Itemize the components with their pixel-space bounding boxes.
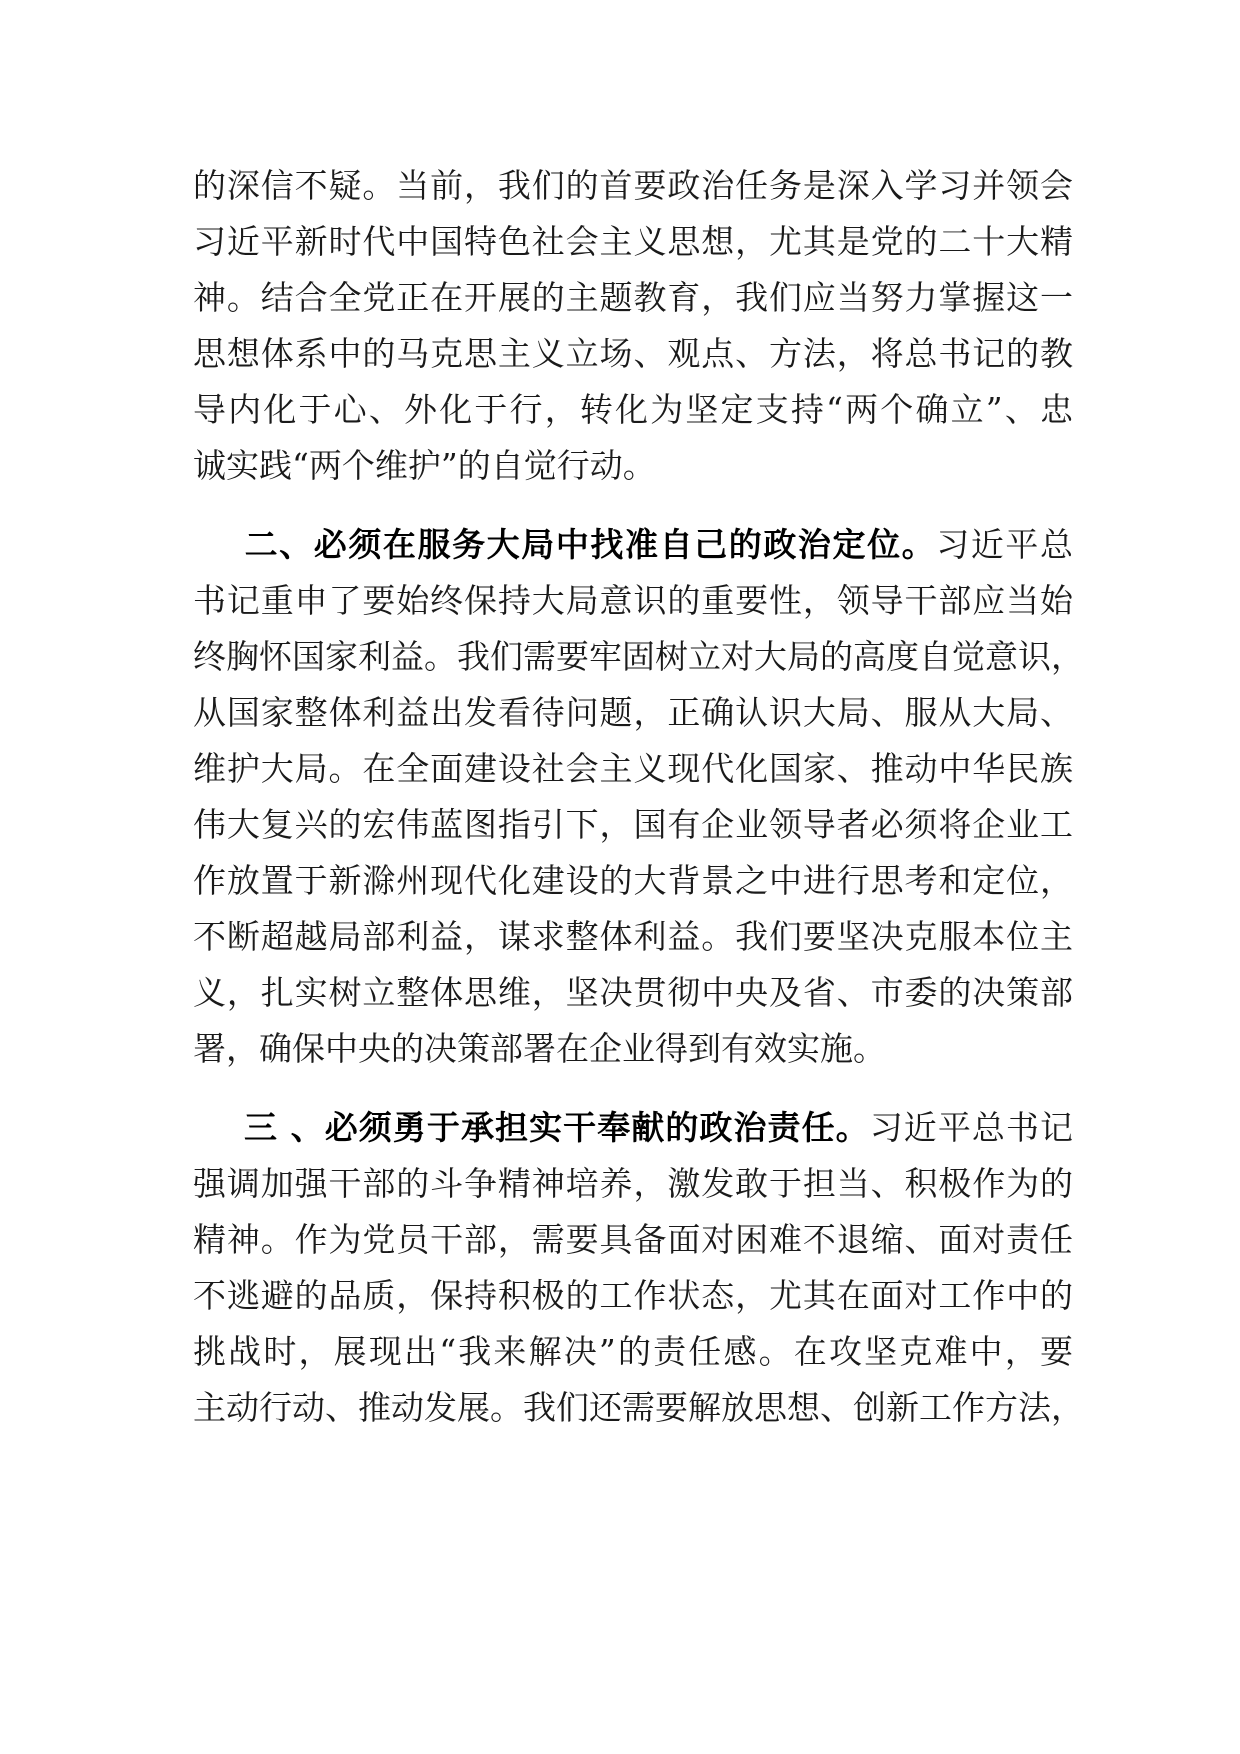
text-line: 主动行动、推动发展。我们还需要解放思想、创新工作方法， xyxy=(193,1388,1084,1427)
text-line: 终胸怀国家利益。我们需要牢固树立对大局的高度自觉意识， xyxy=(193,637,1084,676)
text-line: 不断超越局部利益，谋求整体利益。我们要坚决克服本位主 xyxy=(193,917,1073,956)
text-line: 义，扎实树立整体思维，坚决贯彻中央及省、市委的决策部 xyxy=(193,973,1073,1012)
text-line: 的深信不疑。当前，我们的首要政治任务是深入学习并领会 xyxy=(193,166,1073,205)
heading-line xyxy=(193,517,1073,573)
text-line: 思想体系中的马克思主义立场、观点、方法，将总书记的教 xyxy=(193,334,1073,373)
text-line: 诚实践“两个维护”的自觉行动。 xyxy=(193,446,656,485)
heading-continuation: 习近平总书记 xyxy=(869,1108,1074,1147)
text-line: 署，确保中央的决策部署在企业得到有效实施。 xyxy=(193,1029,886,1068)
heading-line xyxy=(193,1100,1073,1156)
paragraph-2 xyxy=(193,517,1084,1077)
paragraph-1 xyxy=(193,158,1073,494)
text-line: 从国家整体利益出发看待问题，正确认识大局、服从大局、 xyxy=(193,693,1073,732)
text-line: 挑战时，展现出“我来解决”的责任感。在攻坚克难中，要 xyxy=(193,1332,1073,1371)
text-line: 不逃避的品质，保持积极的工作状态，尤其在面对工作中的 xyxy=(193,1276,1073,1315)
text-line: 神。结合全党正在开展的主题教育，我们应当努力掌握这一 xyxy=(193,278,1073,317)
heading-continuation: 习近平总 xyxy=(936,525,1074,564)
text-line: 伟大复兴的宏伟蓝图指引下，国有企业领导者必须将企业工 xyxy=(193,805,1073,844)
text-line: 书记重申了要始终保持大局意识的重要性，领导干部应当始 xyxy=(193,581,1073,620)
document-body xyxy=(193,158,1084,1436)
text-line: 习近平新时代中国特色社会主义思想，尤其是党的二十大精 xyxy=(193,222,1073,261)
text-line: 精神。作为党员干部，需要具备面对困难不退缩、面对责任 xyxy=(193,1220,1073,1259)
text-line: 作放置于新滁州现代化建设的大背景之中进行思考和定位， xyxy=(193,861,1073,900)
section-heading: 三 、必须勇于承担实干奉献的政治责任。 xyxy=(243,1108,870,1147)
text-line: 强调加强干部的斗争精神培养，激发敢于担当、积极作为的 xyxy=(193,1164,1073,1203)
paragraph-spacer xyxy=(193,1077,1073,1100)
section-heading: 二、必须在服务大局中找准自己的政治定位。 xyxy=(243,525,937,564)
text-line: 导内化于心、外化于行，转化为坚定支持“两个确立”、忠 xyxy=(193,390,1073,429)
paragraph-3 xyxy=(193,1100,1084,1436)
text-line: 维护大局。在全面建设社会主义现代化国家、推动中华民族 xyxy=(193,749,1073,788)
paragraph-spacer xyxy=(193,494,1073,517)
